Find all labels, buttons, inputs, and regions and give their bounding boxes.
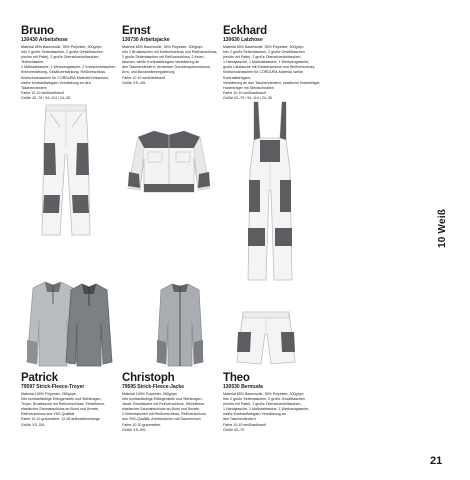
product-subtitle: 130430 Arbeitshose (21, 37, 68, 43)
desc-line: aus YKK-Qualität, Armbündchen mit Daumenloch (122, 417, 201, 422)
size-line: Größe 42–70 (223, 427, 245, 432)
desc-line: Material 100% Polyester, 280g/qm (21, 392, 76, 396)
desc-line: Jacke, Brusttasche mit Reißverschluss, Strickfleece, (122, 402, 206, 407)
product-theo (223, 372, 323, 433)
desc-line: den Taschenrändern (223, 417, 256, 422)
product-description (21, 392, 117, 428)
desc-line: Info 2 große Seitentaschen, 2 große Gesäßtaschen (223, 50, 305, 55)
size-line: Größe 42–70 / 94–114 / 24–35 (21, 95, 70, 100)
color-line: Farbe 10 10 weiß/anthrazit (223, 422, 266, 427)
product-subtitle: 130530 Bermuda (223, 384, 263, 390)
desc-line: (rechts mit Patte), 2 große Oberschenkeltaschen, Telefontasche, (21, 55, 100, 65)
color-line: Farbe 10 10 weiß/anthrazit (223, 90, 266, 95)
product-description (122, 392, 218, 433)
desc-line: Verstärkung an den Taschenrändern, elastische Hosenträger, (223, 80, 321, 85)
desc-line: Material 65% Baumwolle, 35% Polyester, 300g/qm (223, 392, 304, 396)
desc-line: Info kontrastfarbige Ellbogenkeile und Stehkragen, (122, 397, 203, 402)
product-subtitle: 79595 Strick-Fleece-Jacke (122, 384, 184, 390)
trousers-image (38, 103, 94, 239)
desc-line: Knieschutztaschen für CORDURA-Material, weiße Kontrastfarbgarn- (223, 70, 304, 80)
desc-line: Reißverschluss aus YKK-Qualität (21, 412, 75, 417)
product-description (223, 392, 323, 433)
desc-line: Info 2 große Seitentaschen, 2 große Gesäßtaschen (223, 397, 305, 402)
product-subtitle: 130630 Latzhose (223, 37, 263, 43)
desc-line: Material 100% Polyester, 280g/qm (122, 392, 177, 396)
desc-line: 1 Maßstabtasche, 1 Werkzeugtasche, 2 Knieschutztaschen, (21, 65, 117, 70)
color-section-label: 10 Weiß (437, 208, 448, 248)
desc-line: Troyer, Brusttasche mit Reißverschluss, Strickfleece, (21, 402, 105, 407)
color-line: Farbe 10 10 weiß/anthrazit (21, 90, 64, 95)
product-description (122, 45, 218, 86)
fleece-jacket-image (155, 282, 205, 370)
desc-line: Info 2 Brusttaschen mit Klettverschluss und Reißverschluss, (122, 50, 218, 55)
desc-line: 1 Handytasche, 1 Maßstabtasche, 1 Werkzeugtasche, (223, 60, 310, 65)
desc-line: 1 Handytasche, 1 Maßstabtasche, 1 Werkzeugtasche, (223, 407, 310, 412)
product-christoph (122, 372, 218, 433)
desc-line: Info kontrastfarbige Ellbogenkeile und Stehkragen, (21, 397, 102, 402)
size-line: Größe XS–5XL (122, 427, 147, 432)
desc-line: (rechts mit Patte), 2 große Oberschenkeltaschen, (223, 402, 302, 407)
desc-line: Material 65% Baumwolle, 35% Polyester, 300g/qm (122, 45, 203, 49)
desc-line: Arm- und Bundweitenregulierung (122, 70, 175, 75)
desc-line: weiße Kontrastfarbgarn-Verstärkung an (223, 412, 286, 417)
product-subtitle: 130730 Arbeitsjacke (122, 37, 170, 43)
desc-line: taschen, weiße Kontrastfarbgarn-Verstärkung an (122, 60, 200, 65)
size-line: Größe XS–5XL (21, 422, 46, 427)
product-bruno (21, 25, 117, 101)
desc-line: Knieschutztaschen für CORDURA-Material Knieschutz, (21, 75, 110, 80)
product-name: Theo (223, 372, 250, 384)
desc-line: Hosenträger mit Steckschnallen (223, 85, 274, 90)
product-ernst (122, 25, 218, 86)
desc-line: Info 2 große Seitentaschen, 2 große Gesäßtaschen (21, 50, 103, 55)
product-name: Patrick (21, 372, 58, 384)
desc-line: den Taschenrändern, verdeckter Druckknopfverschluss, (122, 65, 211, 70)
product-name: Christoph (122, 372, 175, 384)
desc-line: weiße Kontrastfarbgarn-Verstärkung an den Taschenrändern (21, 80, 91, 90)
desc-line: Material 65% Baumwolle, 35% Polyester, 300g/qm (21, 45, 102, 49)
color-line: Farbe 10 10 graumeliert (122, 422, 161, 427)
troyer-anthracite-image (64, 282, 114, 370)
desc-line: elastischer Saumabschluss an Bund und Ärmeln, (21, 407, 100, 412)
color-line: Farbe 10 10 graumeliert, 12 28 anthrazit/melange (21, 417, 100, 422)
product-description (21, 45, 117, 101)
page-number: 21 (430, 455, 443, 467)
product-name: Bruno (21, 25, 54, 37)
color-line: Farbe 10 10 weiß/anthrazit (122, 75, 165, 80)
desc-line: 2 große Seitentaschen mit Reißverschluss, 2 Innen- (122, 55, 205, 60)
bermuda-shorts-image (233, 310, 299, 366)
product-eckhard (223, 25, 323, 101)
desc-line: 2 Seitentaschen mit Reißverschluss, Reißverschluss (122, 412, 206, 417)
product-subtitle: 79597 Strick-Fleece-Troyer (21, 384, 85, 390)
product-patrick (21, 372, 117, 428)
jacket-image (124, 128, 214, 196)
size-line: Größe XS–4XL (122, 80, 147, 85)
product-description (223, 45, 323, 101)
overalls-image (240, 100, 300, 286)
size-line: Größe 42–70 / 94–114 / 24–35 (223, 95, 272, 100)
product-name: Eckhard (223, 25, 267, 37)
desc-line: große Latztasche mit Klettverschluss und Reißverschluss, (223, 65, 316, 70)
desc-line: (rechts mit Patte), 2 große Oberschenkeltaschen, (223, 55, 302, 60)
desc-line: Knieverstärkung, Gesäßverstärkung, Reißverschluss, (21, 70, 107, 75)
desc-line: elastischer Saumabschluss an Bund und Ärmeln, (122, 407, 201, 412)
product-name: Ernst (122, 25, 151, 37)
desc-line: Material 65% Baumwolle, 35% Polyester, 300g/qm (223, 45, 304, 49)
